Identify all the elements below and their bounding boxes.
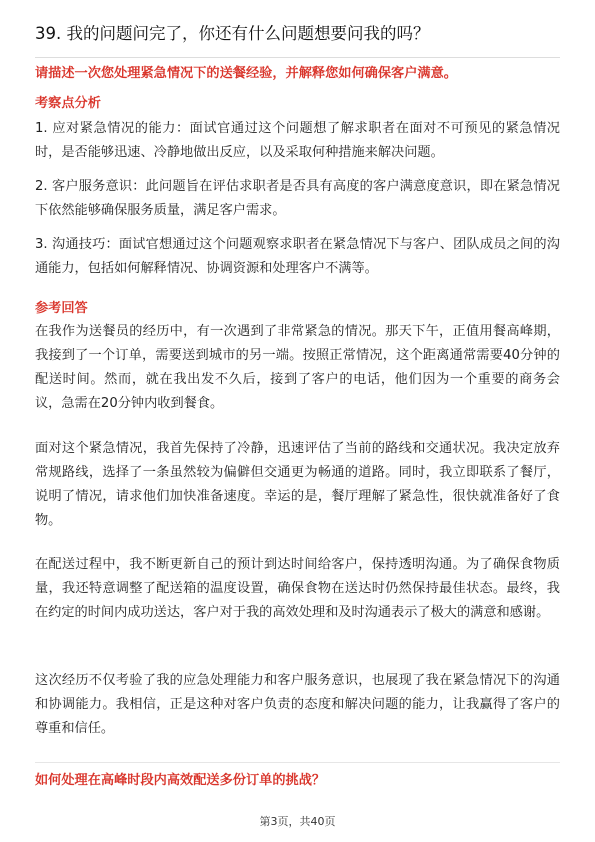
answer-paragraph-1: 在我作为送餐员的经历中，有一次遇到了非常紧急的情况。那天下午，正值用餐高峰期，我接到了一个订单，需要送到城市的另一端。按照正常情况，这个距离通常需要40分钟的配送时间。然而，就在我出发不久后，接到了客户的电话，他们因为一个重要的商务会议，急需在20分钟内收到餐食。 bbox=[35, 324, 560, 411]
answer-paragraph-2: 面对这个紧急情况，我首先保持了冷静，迅速评估了当前的路线和交通状况。我决定放弃常规路线，选择了一条虽然较为偏僻但交通更为畅通的道路。同时，我立即联系了餐厅，说明了情况，请求他们加快准备速度。幸运的是，餐厅理解了紧急性，很快就准备好了食物。 bbox=[35, 441, 560, 528]
answer-paragraph-4: 这次经历不仅考验了我的应急处理能力和客户服务意识，也展现了我在紧急情况下的沟通和协调能力。我相信，正是这种对客户负责的态度和解决问题的能力，让我赢得了客户的尊重和信任。 bbox=[35, 673, 560, 736]
analysis-heading: 考察点分析 bbox=[35, 96, 101, 111]
analysis-point-2: 2. 客户服务意识：此问题旨在评估求职者是否具有高度的客户满意度意识，即在紧急情况下依然能够确保服务质量，满足客户需求。 bbox=[35, 179, 560, 218]
question-title: 39. 我的问题问完了，你还有什么问题想要问我的吗？ bbox=[35, 24, 430, 43]
analysis-point-1: 1. 应对紧急情况的能力：面试官通过这个问题想了解求职者在面对不可预见的紧急情况时，是否能够迅速、冷静地做出反应，以及采取何种措施来解决问题。 bbox=[35, 121, 560, 160]
next-question: 如何处理在高峰时段内高效配送多份订单的挑战？ bbox=[35, 773, 326, 788]
section-divider bbox=[35, 762, 560, 763]
answer-paragraph-3: 在配送过程中，我不断更新自己的预计到达时间给客户，保持透明沟通。为了确保食物质量，我还特意调整了配送箱的温度设置，确保食物在送达时仍然保持最佳状态。最终，我在约定的时间内成功送达，客户对于我的高效处理和及时沟通表示了极大的满意和感谢。 bbox=[35, 557, 560, 620]
analysis-point-3: 3. 沟通技巧：面试官想通过这个问题观察求职者在紧急情况下与客户、团队成员之间的沟通能力，包括如何解释情况、协调资源和处理客户不满等。 bbox=[35, 237, 560, 276]
page-number: 第3页，共40页 bbox=[259, 815, 336, 828]
question-prompt: 请描述一次您处理紧急情况下的送餐经验，并解释您如何确保客户满意。 bbox=[35, 66, 457, 81]
answer-heading: 参考回答 bbox=[35, 301, 88, 316]
title-divider bbox=[35, 57, 560, 58]
